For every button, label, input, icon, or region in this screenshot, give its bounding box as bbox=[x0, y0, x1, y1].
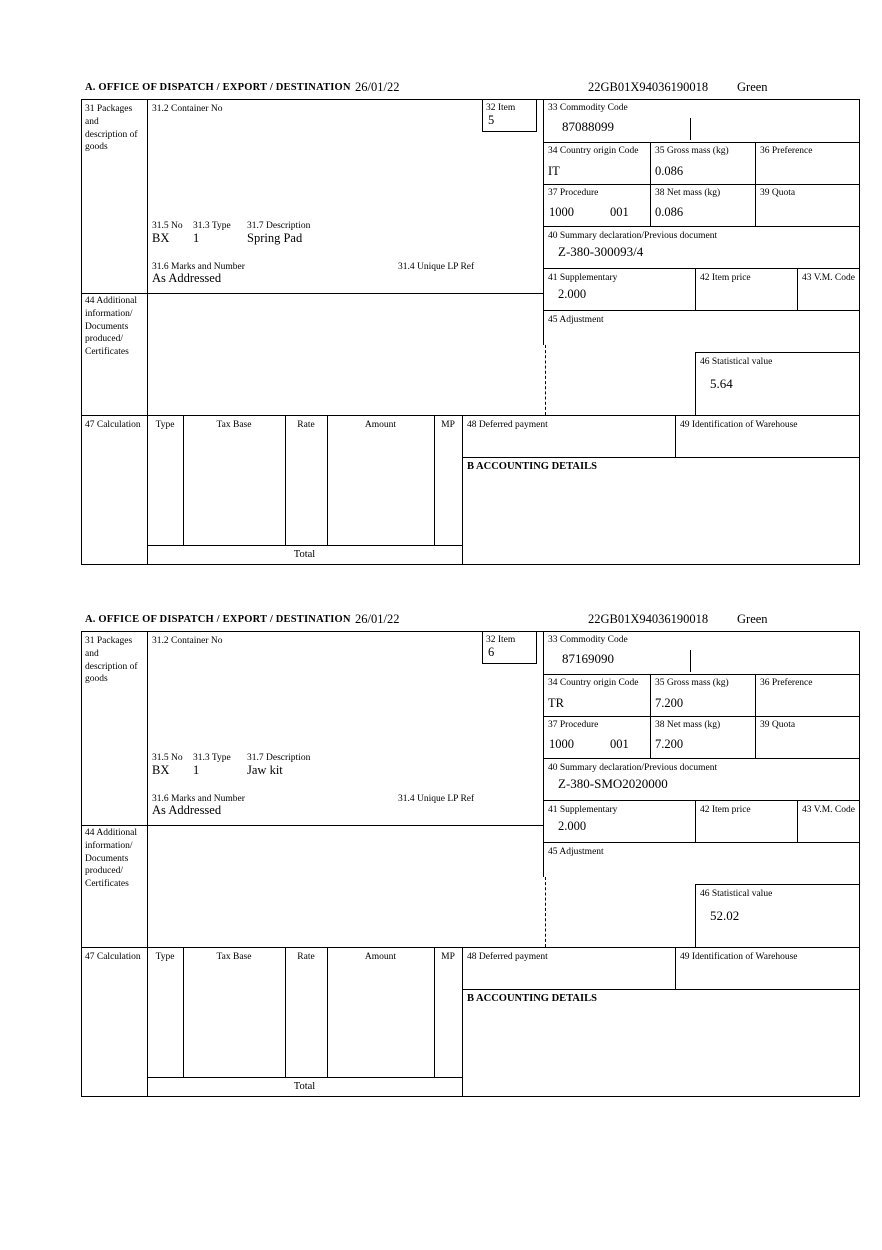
declaration-item-section bbox=[0, 80, 882, 590]
calc-col-amount-header: Amount bbox=[364, 952, 397, 962]
package-type-value: 1 bbox=[193, 763, 200, 777]
box35-label: 35 Gross mass (kg) bbox=[655, 146, 729, 156]
supplementary-units-value: 2.000 bbox=[558, 819, 587, 833]
box31-5-label: 31.5 No bbox=[152, 221, 183, 231]
box31-3-label: 31.3 Type bbox=[193, 221, 231, 231]
calc-col-divider-type bbox=[183, 947, 184, 1077]
declaration-reference-value: 22GB01X94036190018 bbox=[588, 80, 709, 94]
box31-box44-divider bbox=[81, 293, 543, 294]
box34-label: 34 Country origin Code bbox=[548, 146, 639, 156]
box31-4-label: 31.4 Unique LP Ref bbox=[398, 794, 475, 804]
box31-7-label: 31.7 Description bbox=[247, 753, 311, 763]
box45-dashed-divider bbox=[545, 345, 546, 415]
box31-box44-divider bbox=[81, 825, 543, 826]
calc-col-divider-taxbase bbox=[285, 415, 286, 545]
box31-2-label: 31.2 Container No bbox=[152, 636, 223, 646]
goods-description-value: Jaw kit bbox=[247, 763, 283, 777]
calc-col-divider-type bbox=[183, 415, 184, 545]
box31-2-label: 31.2 Container No bbox=[152, 104, 223, 114]
office-of-dispatch-label: A. OFFICE OF DISPATCH / EXPORT / DESTINATION bbox=[85, 82, 351, 93]
statistical-value: 5.64 bbox=[710, 376, 733, 391]
date-value: 26/01/22 bbox=[355, 80, 400, 94]
box40-label: 40 Summary declaration/Previous document bbox=[548, 231, 718, 241]
row-divider-33-34 bbox=[543, 142, 859, 143]
box31-label: 31 Packages and description of goods bbox=[85, 636, 138, 685]
box45-label: 45 Adjustment bbox=[548, 315, 604, 325]
box44-label: 44 Additional information/ Documents produced/ Certificates bbox=[85, 296, 137, 358]
row-divider-33-34 bbox=[543, 674, 859, 675]
calc-col-divider-mp bbox=[462, 415, 463, 564]
item-number-value: 5 bbox=[488, 113, 495, 127]
box33-label: 33 Commodity Code bbox=[548, 635, 628, 645]
item-number-value: 6 bbox=[488, 645, 495, 659]
box42-label: 42 Item price bbox=[700, 805, 751, 815]
commodity-code-value: 87088099 bbox=[562, 119, 614, 134]
calc-col-mp-header: MP bbox=[441, 420, 455, 430]
procedure-value: 1000 bbox=[549, 737, 574, 751]
calc-col-taxbase-header: Tax Base bbox=[216, 952, 252, 962]
box48-label: 48 Deferred payment bbox=[467, 952, 548, 962]
box38-label: 38 Net mass (kg) bbox=[655, 188, 721, 198]
right-column-divider bbox=[543, 631, 544, 877]
row-divider-34-37 bbox=[543, 184, 859, 185]
marks-and-numbers-value: As Addressed bbox=[152, 271, 222, 285]
col-divider-41-42 bbox=[695, 800, 696, 842]
box46-left-border bbox=[695, 884, 696, 947]
box46-label: 46 Statistical value bbox=[700, 889, 773, 899]
box46-top-border bbox=[695, 884, 859, 885]
row-divider-40-41 bbox=[543, 268, 859, 269]
net-mass-value: 0.086 bbox=[655, 205, 684, 219]
box33-label: 33 Commodity Code bbox=[548, 103, 628, 113]
date-value: 26/01/22 bbox=[355, 612, 400, 626]
commodity-code-tick bbox=[690, 650, 691, 672]
box31-label: 31 Packages and description of goods bbox=[85, 104, 138, 153]
left-strip-divider bbox=[147, 99, 148, 564]
procedure-value: 1000 bbox=[549, 205, 574, 219]
box34-label: 34 Country origin Code bbox=[548, 678, 639, 688]
calculation-section-divider bbox=[81, 415, 859, 416]
calculation-section-divider bbox=[81, 947, 859, 948]
calc-col-divider-taxbase bbox=[285, 947, 286, 1077]
declaration-reference-value: 22GB01X94036190018 bbox=[588, 612, 709, 626]
box31-5-label: 31.5 No bbox=[152, 753, 183, 763]
calc-col-divider-rate bbox=[327, 947, 328, 1077]
commodity-code-value: 87169090 bbox=[562, 651, 614, 666]
col-divider-48-49 bbox=[675, 415, 676, 457]
box47-label: 47 Calculation bbox=[85, 420, 141, 430]
calc-col-divider-mp bbox=[462, 947, 463, 1096]
accounting-details-divider bbox=[462, 457, 859, 458]
box42-label: 42 Item price bbox=[700, 273, 751, 283]
right-column-divider bbox=[543, 99, 544, 345]
box44-label: 44 Additional information/ Documents produced/ Certificates bbox=[85, 828, 137, 890]
box40-label: 40 Summary declaration/Previous document bbox=[548, 763, 718, 773]
row-divider-34-37 bbox=[543, 716, 859, 717]
calc-col-type-header: Type bbox=[155, 952, 175, 962]
statistical-value: 52.02 bbox=[710, 908, 740, 923]
box31-6-label: 31.6 Marks and Number bbox=[152, 794, 245, 804]
box45-label: 45 Adjustment bbox=[548, 847, 604, 857]
accounting-details-label: B ACCOUNTING DETAILS bbox=[467, 461, 597, 472]
box31-3-label: 31.3 Type bbox=[193, 753, 231, 763]
box45-dashed-divider bbox=[545, 877, 546, 947]
box35-label: 35 Gross mass (kg) bbox=[655, 678, 729, 688]
accounting-details-divider bbox=[462, 989, 859, 990]
col-divider-41-42 bbox=[695, 268, 696, 310]
box46-left-border bbox=[695, 352, 696, 415]
box32-label: 32 Item bbox=[486, 635, 516, 645]
col-divider-48-49 bbox=[675, 947, 676, 989]
summary-declaration-value: Z-380-300093/4 bbox=[558, 244, 644, 259]
box39-label: 39 Quota bbox=[760, 188, 796, 198]
row-divider-37-40 bbox=[543, 226, 859, 227]
routing-status-value: Green bbox=[737, 612, 768, 626]
row-divider-41-45 bbox=[543, 842, 859, 843]
box43-label: 43 V.M. Code bbox=[802, 805, 855, 815]
goods-description-value: Spring Pad bbox=[247, 231, 303, 245]
total-label: Total bbox=[293, 549, 316, 560]
routing-status-value: Green bbox=[737, 80, 768, 94]
box49-label: 49 Identification of Warehouse bbox=[680, 952, 798, 962]
calc-col-taxbase-header: Tax Base bbox=[216, 420, 252, 430]
calc-col-type-header: Type bbox=[155, 420, 175, 430]
calc-col-rate-header: Rate bbox=[297, 952, 315, 962]
box47-label: 47 Calculation bbox=[85, 952, 141, 962]
calc-col-amount-header: Amount bbox=[364, 420, 397, 430]
box46-label: 46 Statistical value bbox=[700, 357, 773, 367]
declaration-item-section bbox=[0, 612, 882, 1122]
accounting-details-label: B ACCOUNTING DETAILS bbox=[467, 993, 597, 1004]
package-number-value: BX bbox=[152, 763, 170, 777]
row-divider-37-40 bbox=[543, 758, 859, 759]
box39-label: 39 Quota bbox=[760, 720, 796, 730]
form-outline bbox=[81, 631, 860, 1097]
package-number-value: BX bbox=[152, 231, 170, 245]
box41-label: 41 Supplementary bbox=[548, 805, 618, 815]
box36-label: 36 Preference bbox=[760, 678, 813, 688]
box37-label: 37 Procedure bbox=[548, 188, 599, 198]
net-mass-value: 7.200 bbox=[655, 737, 684, 751]
calc-col-mp-header: MP bbox=[441, 952, 455, 962]
gross-mass-value: 7.200 bbox=[655, 696, 684, 710]
box41-label: 41 Supplementary bbox=[548, 273, 618, 283]
total-row-divider bbox=[147, 1077, 462, 1078]
box38-label: 38 Net mass (kg) bbox=[655, 720, 721, 730]
summary-declaration-value: Z-380-SMO2020000 bbox=[558, 776, 668, 791]
left-strip-divider bbox=[147, 631, 148, 1096]
box43-label: 43 V.M. Code bbox=[802, 273, 855, 283]
box36-label: 36 Preference bbox=[760, 146, 813, 156]
calc-col-divider-rate bbox=[327, 415, 328, 545]
box46-top-border bbox=[695, 352, 859, 353]
box48-label: 48 Deferred payment bbox=[467, 420, 548, 430]
col-divider-42-43 bbox=[797, 800, 798, 842]
calc-col-rate-header: Rate bbox=[297, 420, 315, 430]
supplementary-units-value: 2.000 bbox=[558, 287, 587, 301]
row-divider-40-41 bbox=[543, 800, 859, 801]
box49-label: 49 Identification of Warehouse bbox=[680, 420, 798, 430]
calc-col-divider-amount bbox=[434, 415, 435, 545]
commodity-code-tick bbox=[690, 118, 691, 140]
box37-label: 37 Procedure bbox=[548, 720, 599, 730]
procedure-suffix-value: 001 bbox=[610, 205, 629, 219]
country-origin-value: IT bbox=[548, 164, 560, 178]
gross-mass-value: 0.086 bbox=[655, 164, 684, 178]
box31-6-label: 31.6 Marks and Number bbox=[152, 262, 245, 272]
total-row-divider bbox=[147, 545, 462, 546]
total-label: Total bbox=[293, 1081, 316, 1092]
procedure-suffix-value: 001 bbox=[610, 737, 629, 751]
box31-7-label: 31.7 Description bbox=[247, 221, 311, 231]
calc-col-divider-amount bbox=[434, 947, 435, 1077]
country-origin-value: TR bbox=[548, 696, 564, 710]
package-type-value: 1 bbox=[193, 231, 200, 245]
form-outline bbox=[81, 99, 860, 565]
box31-4-label: 31.4 Unique LP Ref bbox=[398, 262, 475, 272]
marks-and-numbers-value: As Addressed bbox=[152, 803, 222, 817]
row-divider-41-45 bbox=[543, 310, 859, 311]
box32-label: 32 Item bbox=[486, 103, 516, 113]
office-of-dispatch-label: A. OFFICE OF DISPATCH / EXPORT / DESTINATION bbox=[85, 614, 351, 625]
col-divider-42-43 bbox=[797, 268, 798, 310]
